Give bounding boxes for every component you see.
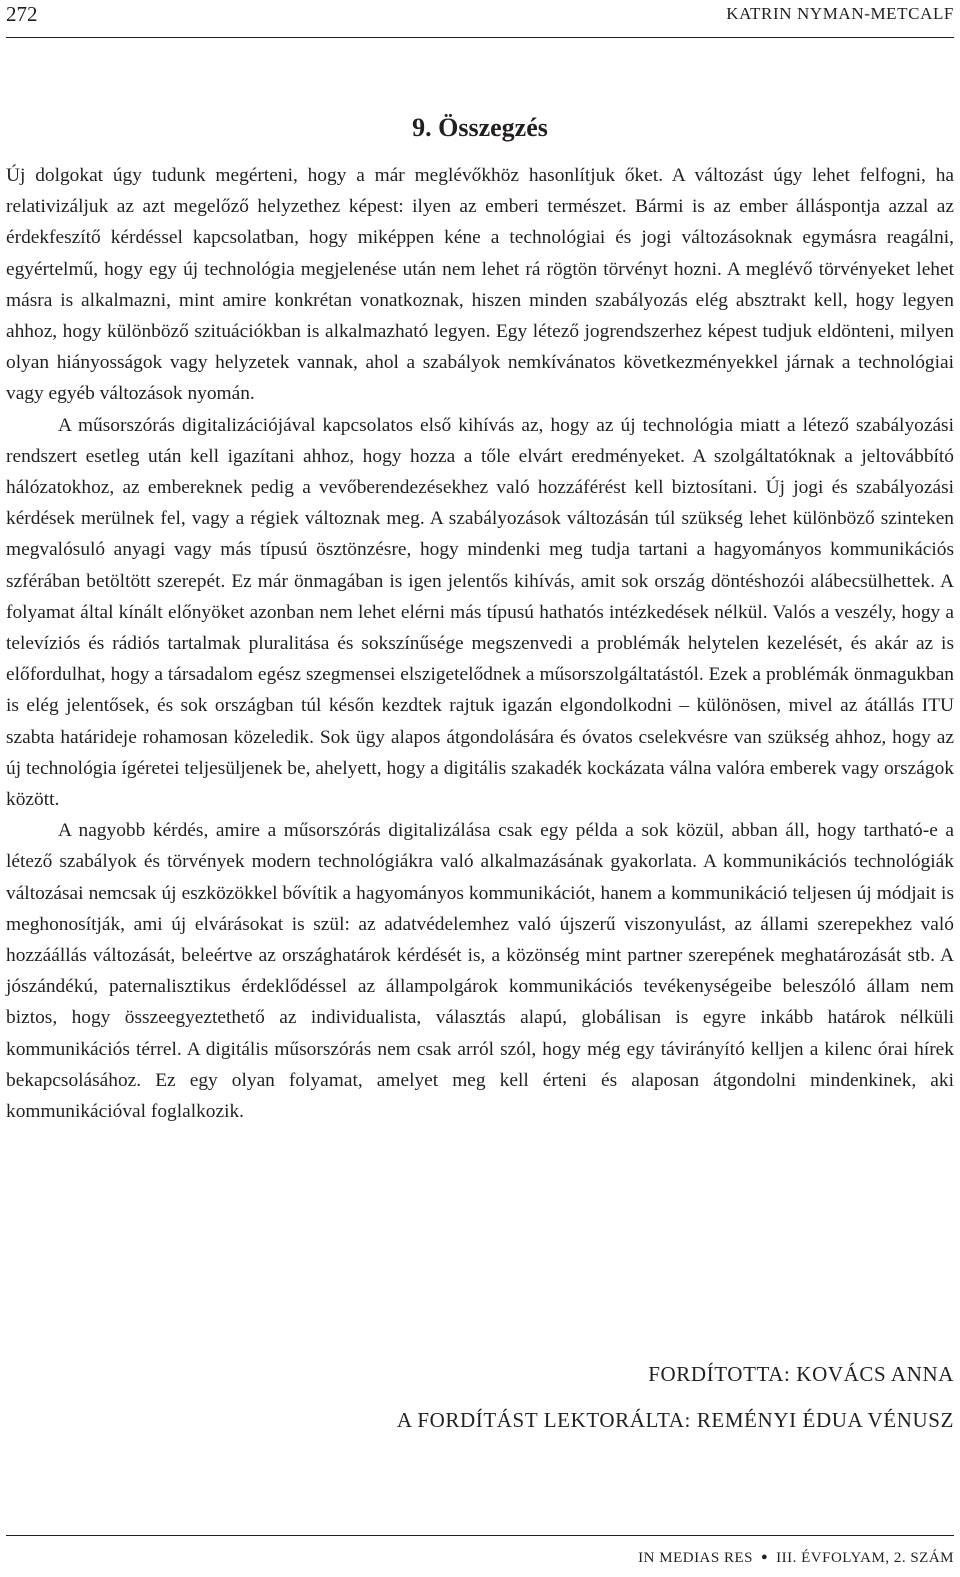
page-footer (638, 1547, 954, 1568)
translator-credit: FORDÍTOTTA: KOVÁCS ANNA (648, 1362, 954, 1386)
bullet-separator-icon: ● (761, 1551, 769, 1563)
translation-credits (397, 1360, 954, 1434)
paragraph-2: A műsorszórás digitalizációjával kapcsolatos első kihívás az, hogy az új technológia miatt a létező szabályozási rendszert esetleg után kell igazítani ahhoz, hogy hozza a tőle elvárt eredményeket. A szolgáltatóknak a jeltovábbító hálózatokhoz, az embereknek pedig a vevőberendezésekhez való hozzáférést kell biztosítani. Új jogi és szabályozási kérdések merülnek fel, vagy a régiek változnak meg. A szabályozások változásán túl szükség lehet különböző szinteken megvalósuló anyagi vagy más típusú ösztönzésre, hogy mindenki meg tudja tartani a hagyományos kommunikációs szférában betöltött szerepét. Ez már önmagában is igen jelentős kihívás, amit sok ország döntéshozói alábecsülhettek. A folyamat által kínált előnyöket azonban nem lehet elérni más típusú hathatós intézkedések nélkül. Valós a veszély, hogy a televíziós és rádiós tartalmak pluralitása és sokszínűsége megszenvedi a problémák helytelen kezelését, és akár az is előfordulhat, hogy a társadalom egész szegmensei elszigetelődnek a műsorszolgáltatástól. Ezek a problémák önmagukban is elég jelentősek, és sok országban túl későn kezdtek rajtuk igazán elgondolkodni – különösen, mivel az átállás ITU szabta határideje rohamosan közeledik. Sok ügy alapos átgondolására és óvatos cselekvésre van szükség ahhoz, hogy az új technológia ígéretei teljesüljenek be, ahelyett, hogy a digitális szakadék kockázata válna valóra emberek vagy országok között. (6, 414, 954, 811)
section-title: 9. Összegzés (412, 113, 548, 143)
journal-volume: III. ÉVFOLYAM, 2. SZÁM (776, 1550, 954, 1566)
body-text (6, 160, 954, 1127)
footer-divider (6, 1535, 954, 1536)
running-head-author: KATRIN NYMAN-METCALF (726, 4, 954, 23)
journal-name: IN MEDIAS RES (638, 1550, 753, 1566)
page-header (0, 0, 960, 30)
header-divider (6, 37, 954, 38)
paragraph-1: Új dolgokat úgy tudunk megérteni, hogy a már meglévőkhöz hasonlítjuk őket. A változást úgy lehet felfogni, ha relativizáljuk az azt megelőző helyzethez képest: ilyen az emberi természet. Bármi is az ember álláspontja azzal az érdekfeszítő kérdéssel kapcsolatban, hogy miképpen kéne a technológiai és jogi változásoknak egymásra reagálni, egyértelmű, hogy egy új technológia megjelenése után nem lehet rá rögtön törvényt hozni. A meglévő törvényeket lehet másra is alkalmazni, mint amire konkrétan vonatkoznak, hiszen minden szabályozás elég absztrakt kell, hogy legyen ahhoz, hogy különböző szituációkban is alkalmazható legyen. Egy létező jogrendszerhez képest tudjuk eldönteni, milyen olyan hiányosságok vagy helyzetek vannak, ahol a szabályok nemkívánatos következményekkel járnak a technológiai vagy egyéb változások nyomán. (6, 165, 954, 405)
paragraph-3: A nagyobb kérdés, amire a műsorszórás digitalizálása csak egy példa a sok közül, abban áll, hogy tartható-e a létező szabályok és törvények modern technológiákra való alkalmazásának gyakorlata. A kommunikációs technológiák változásai nemcsak új eszközökkel bővítik a hagyományos kommunikációt, hanem a kommunikáció teljesen új módjait is meghonosítják, ami új elvárásokat is szül: az adatvédelemhez való újszerű viszonyulást, az állami szerepekhez való hozzáállás változását, beleértve az országhatárok kérdését is, a közönség mint partner szerepének meghatározását stb. A jószándékú, paternalisztikus érdeklődéssel az állampolgárok kommunikációs tevékenységeibe beleszóló állam nem biztos, hogy összeegyeztethető az individualista, választás alapú, globálisan is egyre inkább határok nélküli kommunikációs térrel. A digitális műsorszórás nem csak arról szól, hogy még egy távirányító kelljen a kilenc órai hírek bekapcsolásához. Ez egy olyan folyamat, amelyet meg kell érteni és alaposan átgondolni mindenkinek, aki kommunikációval foglalkozik. (6, 820, 954, 1123)
reviewer-credit: A FORDÍTÁST LEKTORÁLTA: REMÉNYI ÉDUA VÉNUSZ (396, 1408, 954, 1432)
page-number: 272 (6, 2, 38, 26)
